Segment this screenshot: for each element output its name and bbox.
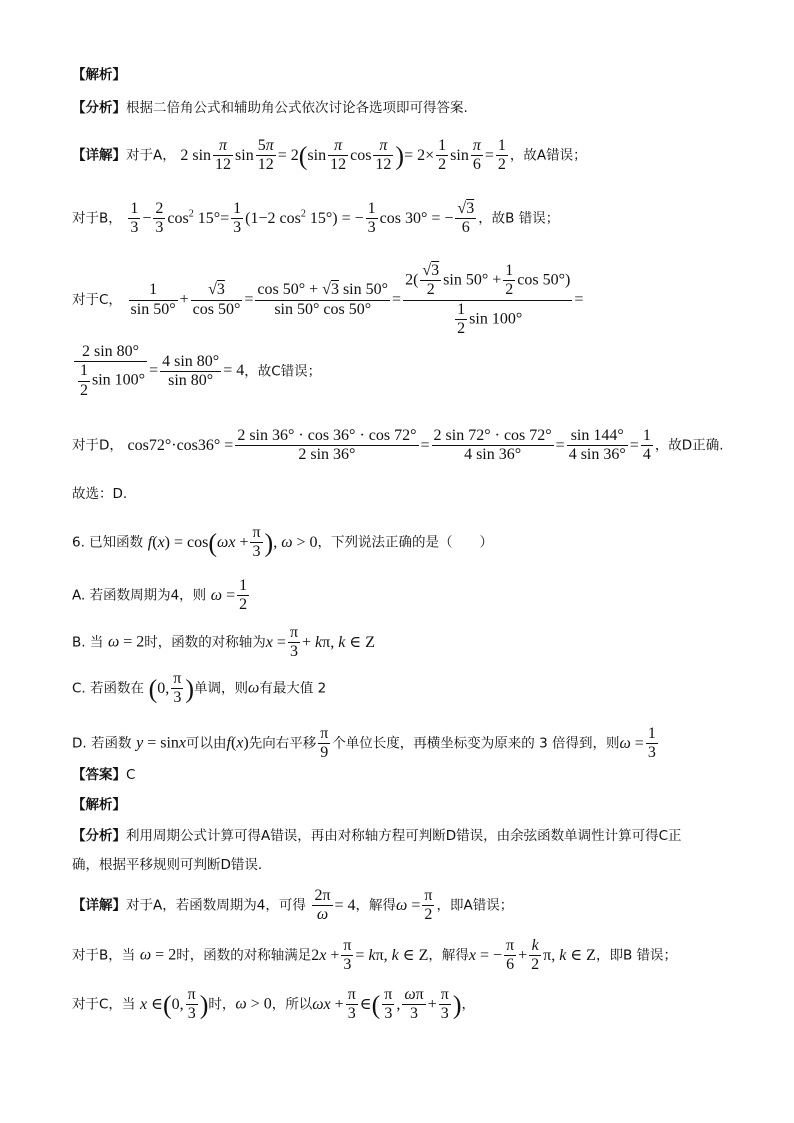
fenxi-text: 根据二倍角公式和辅助角公式依次讨论各选项即可得答案. xyxy=(126,100,468,116)
option-c-pre: C. 若函数在 xyxy=(72,680,145,697)
question-6 xyxy=(72,524,493,562)
detail2-a-formula2: ω = $\frac{\pi}{2}$ xyxy=(396,887,433,924)
detail2-a-formula1: $\frac{2\pi}{\omega}$ = 4 xyxy=(314,887,356,924)
fenxi-tag-2: 【分析】 xyxy=(72,828,126,844)
detail2-b-formula1: 2x + $\frac{\pi}{3}$ = kπ, k ∈ Z xyxy=(311,937,429,974)
option-d xyxy=(72,725,660,763)
choice-line xyxy=(72,487,127,502)
option-c-mid: 单调，则 xyxy=(194,680,249,697)
detail2-c-formula: ωx + $\frac{\pi}{3}$ ∈( $\frac{\pi}{3}$ , $\frac{\omega\pi}{3}$ + $\frac{\pi}{3}$ ) xyxy=(312,986,462,1023)
detail-a-line xyxy=(72,137,587,175)
fenxi-line-2b xyxy=(72,858,262,873)
option-d-mid1: 可以由 xyxy=(186,735,227,752)
fenxi-text-2a: 利用周期公式计算可得A错误，再由对称轴方程可判断D错误，由余弦函数单调性计算可得C正 xyxy=(126,828,682,844)
detail2-c-mid2: ，所以 xyxy=(271,996,313,1013)
option-d-pre: D. 若函数 xyxy=(72,735,132,752)
option-d-shift: $\frac{\pi}{9}$ xyxy=(320,725,329,762)
xiangjie-tag: 【详解】 xyxy=(72,147,126,164)
option-d-mid3: 个单位长度，再横坐标变为原来的 3 倍得到，则 xyxy=(332,735,620,752)
option-b-formula: x = $\frac{\pi}{3}$ + kπ, k ∈ Z xyxy=(265,624,375,661)
question-6-text: ，下列说法正确的是（ ） xyxy=(317,534,494,551)
q6-function: f(x) = cos(ωx + $\frac{\pi}{3}$ ), ω > 0 xyxy=(147,524,318,561)
option-c-interval: (0, $\frac{\pi}{3}$ ) xyxy=(148,670,195,707)
xiangjie-tag-2: 【详解】 xyxy=(72,897,126,914)
answer-value: C xyxy=(126,767,136,783)
formula-c-1: $\frac{1}{\sin 50^\circ}$ + $\frac{√3}{\cos 50^\circ}$ = $\frac{\cos 50^\circ + √3 \sin 50^\circ}{\sin 50^\circ \cos 50^\circ}$ = 2( $\frac{√3}{2}$ sin 50° + $\frac{1}{2}$ cos 50°) $\frac{1}{2}$ sin 100° = xyxy=(130,262,584,338)
detail2-b-mid1: 时，函数的对称轴满足 xyxy=(176,947,312,964)
detail2-b-post: ，即B 错误； xyxy=(595,947,678,964)
option-c-post: 有最大值 2 xyxy=(259,680,327,697)
jiexi-label-2: 【解析】 xyxy=(72,797,126,813)
answer-tag: 【答案】 xyxy=(72,767,126,783)
detail-d-line xyxy=(72,427,724,465)
detail-b-conclusion: ，故B 错误； xyxy=(478,210,560,227)
detail-b-line xyxy=(72,200,559,238)
option-b-pre: B. 当 xyxy=(72,634,104,651)
option-a-formula: ω = $\frac{1}{2}$ xyxy=(210,577,248,614)
detail-c-conclusion: ，故C错误； xyxy=(244,363,322,380)
detail2-a-post: ，即A错误； xyxy=(436,897,514,914)
detail2-c-interval: x ∈(0, $\frac{\pi}{3}$ ) xyxy=(140,986,209,1023)
fenxi-text-2b: 确，根据平移规则可判断D错误. xyxy=(72,857,263,873)
detail2-c-line xyxy=(72,986,475,1024)
detail2-b-omega: ω = 2 xyxy=(139,946,177,964)
formula-b: $\frac{1}{3}$ − $\frac{2}{3}$ $\cos^2 15^\circ=$ $\frac{1}{3}$ (1−2 $\cos^2 15^\circ$) = − $\frac{1}{3}$ cos 30° = − $\frac{√3}{6}$ xyxy=(130,200,475,237)
choice-text: 故选：D. xyxy=(72,486,128,502)
detail2-b-pre: 对于B，当 xyxy=(72,947,136,964)
formula-c-2: 2 sin 80° $\frac{1}{2}$ sin 100° = $\frac{4 \sin 80^\circ}{\sin 80^\circ}$ = 4 xyxy=(72,362,244,379)
option-c xyxy=(72,670,326,708)
detail-c-line-2 xyxy=(72,343,321,400)
option-d-mid2: 先向右平移 xyxy=(248,735,317,752)
section-jiexi-2 xyxy=(72,798,126,813)
fenxi-line-2a xyxy=(72,829,682,844)
option-b xyxy=(72,624,375,662)
option-d-omega: ω = $\frac{1}{3}$ xyxy=(619,725,656,762)
option-a-text: A. 若函数周期为4，则 xyxy=(72,587,207,604)
detail-a-label: 对于A， xyxy=(126,147,176,164)
jiexi-label: 【解析】 xyxy=(72,67,126,83)
answer-line xyxy=(72,768,135,783)
detail2-c-mid1: 时， xyxy=(208,996,236,1013)
detail-a-conclusion: ，故A错误； xyxy=(509,147,587,164)
option-b-omega: ω = 2 xyxy=(107,633,145,651)
detail2-c-post: ， xyxy=(461,996,476,1013)
detail-c-label: 对于C， xyxy=(72,291,122,308)
option-d-y: y = sinx xyxy=(136,734,187,752)
option-d-f: f(x) xyxy=(226,734,249,752)
detail2-b-mid2: ，解得 xyxy=(428,947,469,964)
detail2-a-mid: ，解得 xyxy=(355,897,397,914)
detail2-b-line xyxy=(72,937,677,975)
detail-d-label: 对于D， xyxy=(72,437,123,454)
section-jiexi-1 xyxy=(72,68,126,83)
fenxi-tag: 【分析】 xyxy=(72,100,126,116)
fenxi-line-1 xyxy=(72,101,468,116)
detail2-b-formula2: x = − $\frac{\pi}{6}$ + $\frac{k}{2}$ π, k ∈ Z xyxy=(468,937,596,974)
formula-a: 2 sin $\frac{\pi}{12}$ sin $\frac{5\pi}{12}$ = 2(sin $\frac{\pi}{12}$ cos $\frac{\pi}{12}$ )= 2× $\frac{1}{2}$ sin $\frac{\pi}{6}$ = $\frac{1}{2}$ xyxy=(180,137,506,174)
formula-d: cos72°·cos36° = $\frac{2 \sin 36^\circ \cdot \cos 36^\circ \cdot \cos 72^\circ}{2 \sin 36^\circ}$ = $\frac{2 \sin 72^\circ \cdot \cos 72^\circ}{4 \sin 36^\circ}$ = $\frac{\sin 144^\circ}{4 \sin 36^\circ}$ = $\frac{1}{4}$ xyxy=(127,427,651,464)
option-b-mid: 时，函数的对称轴为 xyxy=(144,634,266,651)
detail2-c-pre: 对于C，当 xyxy=(72,996,136,1013)
question-6-pre: 6. 已知函数 xyxy=(72,534,144,551)
detail-b-label: 对于B， xyxy=(72,210,122,227)
detail-d-conclusion: ，故D正确. xyxy=(654,437,724,454)
option-a xyxy=(72,577,251,615)
detail2-c-omega: ω > 0 xyxy=(235,995,272,1013)
detail2-a-pre: 对于A，若函数周期为4，可得 xyxy=(126,897,306,914)
detail-c-line-1 xyxy=(72,262,583,339)
option-c-omega: ω xyxy=(248,679,260,697)
detail2-a-line xyxy=(72,887,513,925)
